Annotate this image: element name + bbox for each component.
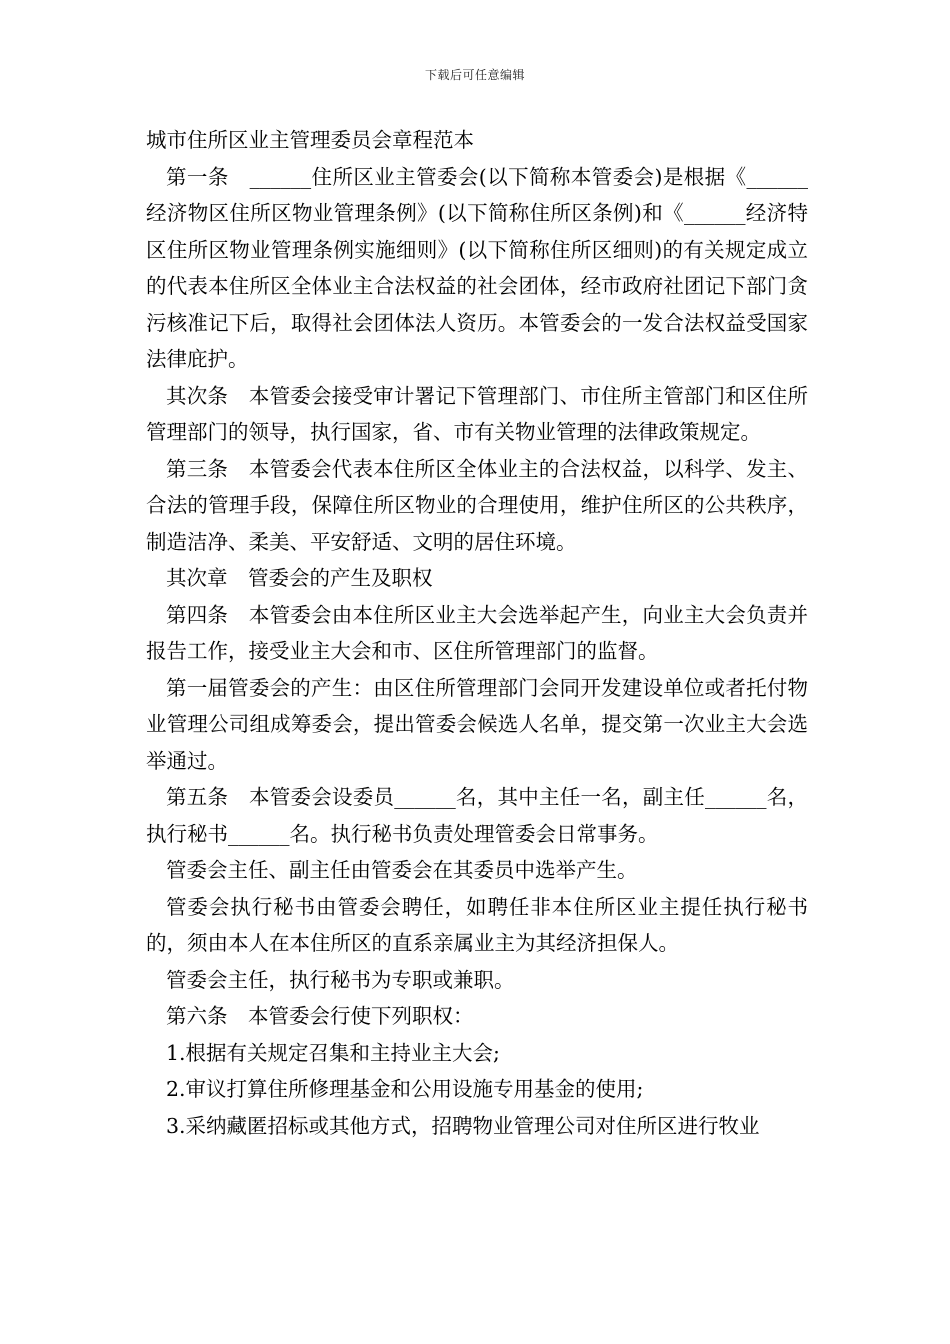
list-item-3: 3.采纳藏匿招标或其他方式，招聘物业管理公司对住所区进行牧业: [166, 1113, 760, 1138]
paragraph-first-committee: 第一届管委会的产生：由区住所管理部门会同开发建设单位或者托付物业管理公司组成筹委会，提出管委会候选人名单，提交第一次业主大会选举通过。: [146, 675, 808, 773]
paragraph-article-5: 第五条 本管委会设委员______名，其中主任一名，副主任______名，执行秘书______名。执行秘书负责处理管委会日常事务。: [146, 785, 808, 846]
page-header-note: 下载后可任意编辑: [424, 68, 525, 82]
paragraph-secretary-appointment: 管委会执行秘书由管委会聘任，如聘任非本住所区业主提任执行秘书的，须由本人在本住所区的直系亲属业主为其经济担保人。: [146, 894, 808, 955]
paragraph-fulltime-parttime: 管委会主任，执行秘书为专职或兼职。: [166, 967, 515, 992]
list-item-1: 1.根据有关规定召集和主持业主大会;: [166, 1040, 500, 1065]
paragraph-article-6: 第六条 本管委会行使下列职权：: [166, 1004, 474, 1028]
paragraph-chair-election: 管委会主任、副主任由管委会在其委员中选举产生。: [166, 858, 638, 882]
paragraph-article-1: 第一条 ______住所区业主管委会(以下简称本管委会)是根据《______经济物区住所区物业管理条例》(以下简称住所区条例)和《______经济特区住所区物业管理条例实施细则》(以下简称住所区细则)的有关规定成立的代表本住所区全体业主合法权益的社会团体，经市政府社团记下部门贪污核准记下后，取得社会团体法人资历。本管委会的一发合法权益受国家法律庇护。: [146, 164, 808, 371]
list-item-2: 2.审议打算住所修理基金和公用设施专用基金的使用;: [166, 1077, 644, 1101]
paragraph-article-4: 第四条 本管委会由本住所区业主大会选举起产生，向业主大会负责并报告工作，接受业主大会和市、区住所管理部门的监督。: [146, 602, 808, 663]
paragraph-article-3: 第三条 本管委会代表本住所区全体业主的合法权益，以科学、发主、合法的管理手段，保障住所区物业的合理使用，维护住所区的公共秩序，制造洁净、柔美、平安舒适、文明的居住环境。: [146, 456, 808, 554]
paragraph-article-2: 其次条 本管委会接受审计署记下管理部门、市住所主管部门和区住所管理部门的领导，执行国家，省、市有关物业管理的法律政策规定。: [146, 383, 808, 444]
document-title: 城市住所区业主管理委员会章程范本: [146, 128, 474, 152]
chapter-heading-2: 其次章 管委会的产生及职权: [166, 566, 433, 590]
document-body: [146, 122, 808, 1144]
